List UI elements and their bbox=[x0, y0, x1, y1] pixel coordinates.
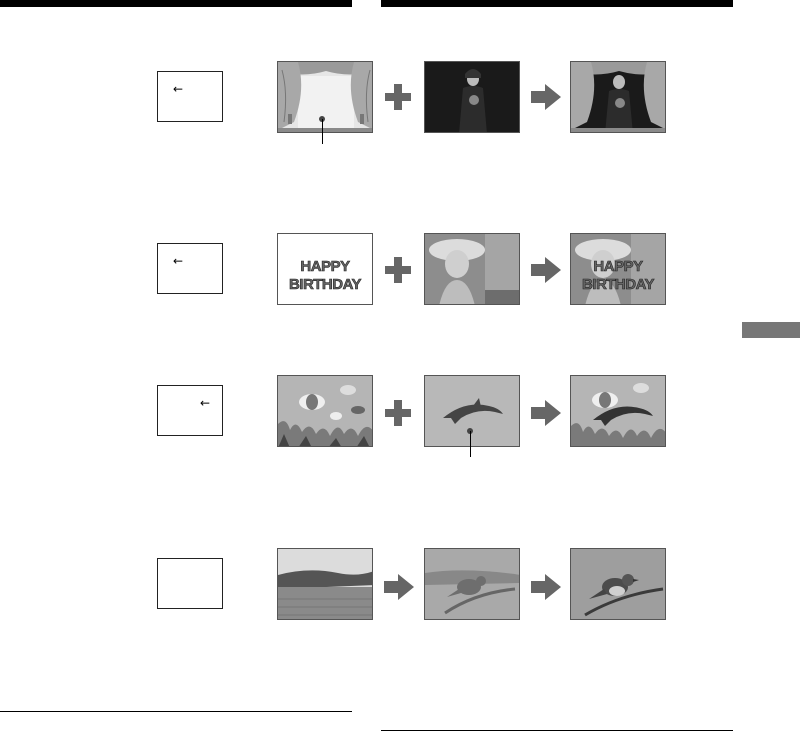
top-rule-right bbox=[381, 0, 733, 7]
arrow-right-icon bbox=[531, 574, 561, 600]
plus-icon bbox=[385, 400, 411, 426]
dolphin-photo bbox=[424, 375, 520, 447]
mini-screen-row2 bbox=[157, 243, 223, 294]
bottom-rule-right bbox=[381, 730, 733, 731]
left-arrow-icon: ← bbox=[173, 254, 184, 268]
arrow-right-icon bbox=[531, 84, 561, 110]
mini-screen-row4 bbox=[157, 558, 223, 609]
curtain-result bbox=[570, 61, 666, 133]
left-arrow-icon: ← bbox=[173, 82, 184, 96]
theater-curtain-frame bbox=[277, 61, 373, 133]
girl-hat-photo bbox=[424, 233, 520, 305]
aquarium-result bbox=[570, 375, 666, 447]
mini-screen-row1 bbox=[157, 71, 223, 122]
left-arrow-icon: ← bbox=[200, 396, 211, 410]
plus-icon bbox=[385, 84, 411, 110]
bird-fade-mid bbox=[424, 548, 520, 620]
bottom-rule-left bbox=[0, 711, 352, 712]
happy-birthday-text: HAPPY BIRTHDAY bbox=[288, 258, 362, 293]
aquarium-fish-scene bbox=[277, 375, 373, 447]
callout-line-3 bbox=[470, 431, 471, 457]
happy-birthday-title bbox=[277, 233, 373, 305]
top-rule-left bbox=[0, 0, 352, 7]
side-index-tab bbox=[742, 322, 800, 338]
curtain-image bbox=[278, 62, 373, 133]
plus-icon bbox=[385, 257, 411, 283]
birthday-result bbox=[570, 233, 666, 305]
mini-screen-row3 bbox=[157, 385, 223, 436]
arrow-right-icon bbox=[531, 400, 561, 426]
bird-photo bbox=[570, 548, 666, 620]
landscape-photo bbox=[277, 548, 373, 620]
overlay-birthday-text: HAPPY BIRTHDAY bbox=[581, 258, 655, 293]
singer-photo bbox=[424, 61, 520, 133]
callout-line-1 bbox=[322, 119, 323, 144]
arrow-right-icon bbox=[531, 257, 561, 283]
arrow-right-icon bbox=[384, 574, 414, 600]
